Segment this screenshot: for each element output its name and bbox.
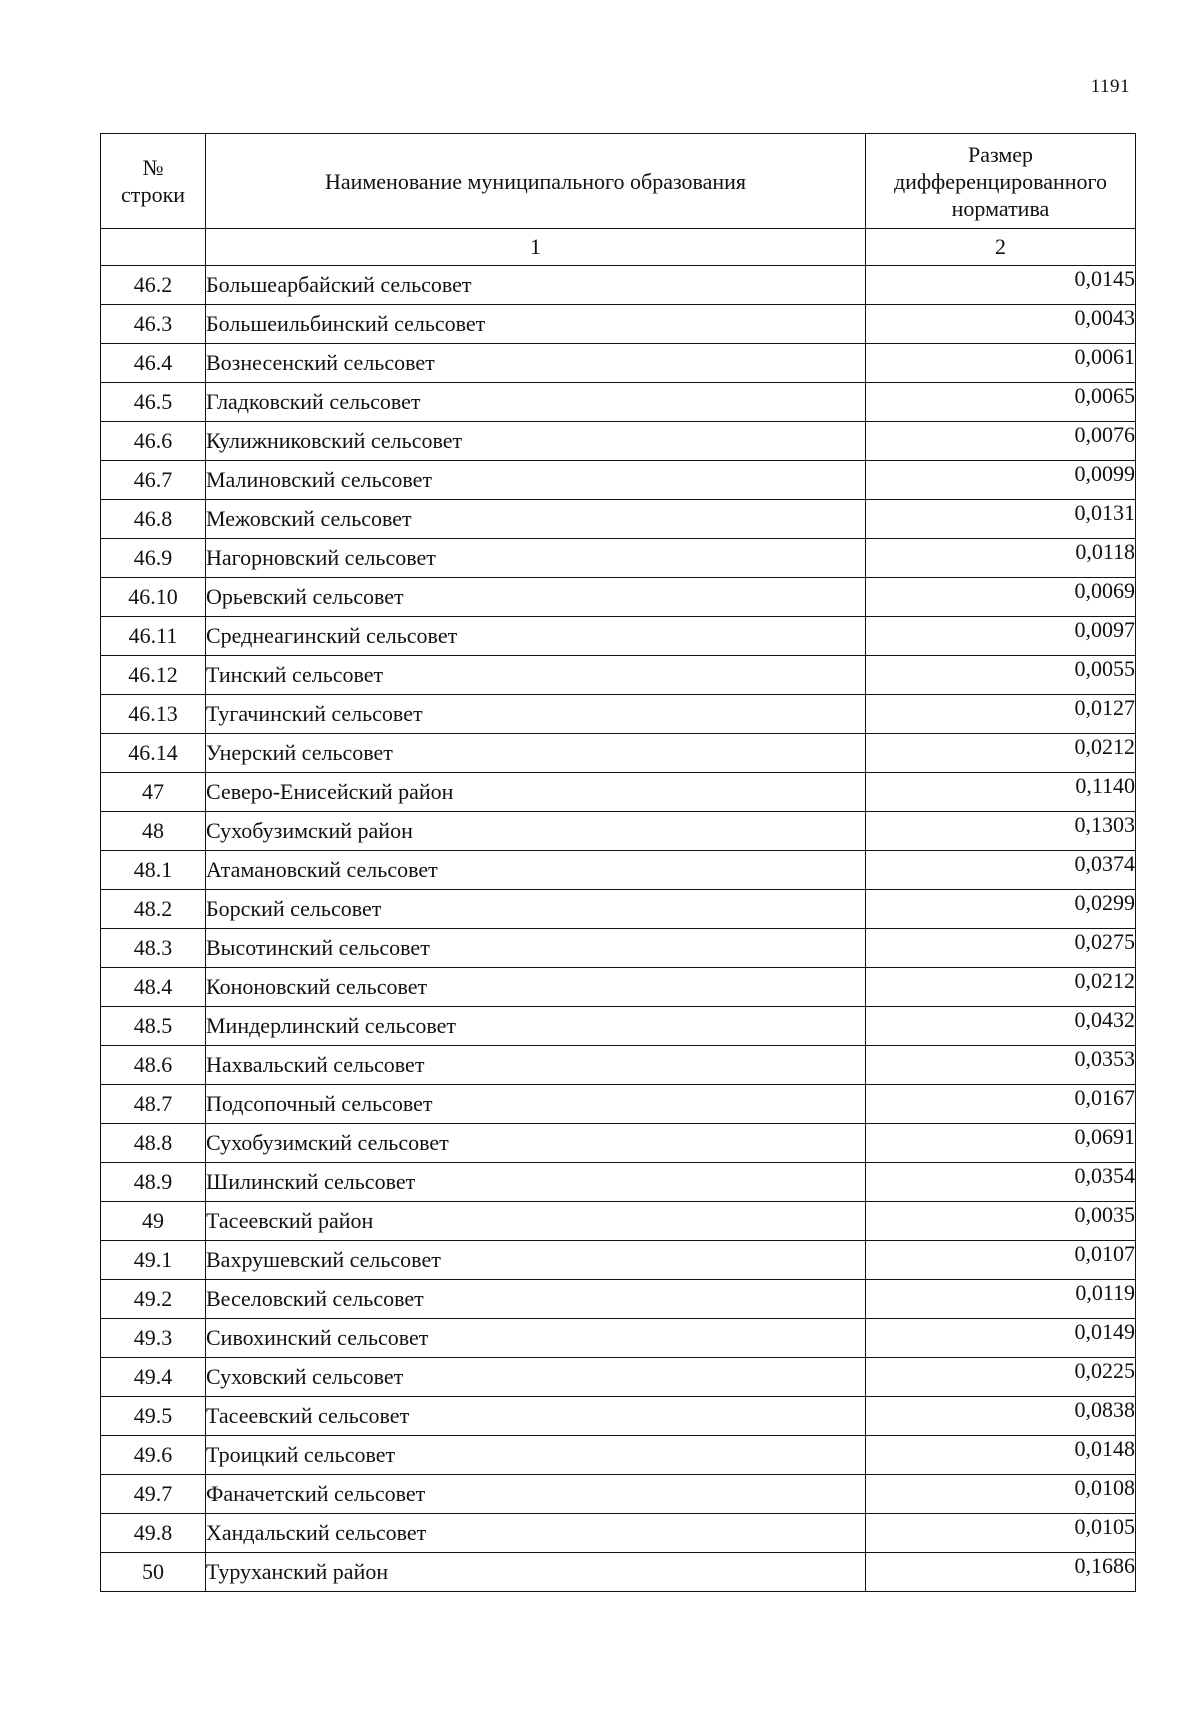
table-row (101, 890, 1136, 929)
table-row (101, 734, 1136, 773)
table-row (101, 1046, 1136, 1085)
normative-value-cell: 0,1686 (866, 1553, 1136, 1592)
table-row (101, 1436, 1136, 1475)
table-row (101, 617, 1136, 656)
municipality-name-cell: Тинский сельсовет (206, 656, 866, 695)
row-number-cell: 49.2 (101, 1280, 206, 1319)
table-row (101, 1124, 1136, 1163)
row-number-cell: 48.2 (101, 890, 206, 929)
municipality-name-cell: Атамановский сельсовет (206, 851, 866, 890)
row-number-cell: 49.8 (101, 1514, 206, 1553)
row-number-cell: 49.1 (101, 1241, 206, 1280)
normative-value-cell: 0,0118 (866, 539, 1136, 578)
normative-value-cell: 0,0212 (866, 734, 1136, 773)
municipality-name-cell: Кулижниковский сельсовет (206, 422, 866, 461)
municipality-name-cell: Унерский сельсовет (206, 734, 866, 773)
normative-value-cell: 0,0145 (866, 266, 1136, 305)
row-number-cell: 46.11 (101, 617, 206, 656)
normative-value-cell: 0,0076 (866, 422, 1136, 461)
municipality-name-cell: Фаначетский сельсовет (206, 1475, 866, 1514)
normative-value-cell: 0,0065 (866, 383, 1136, 422)
row-number-cell: 46.2 (101, 266, 206, 305)
municipality-name-cell: Туруханский район (206, 1553, 866, 1592)
header-row-number: № строки (101, 134, 206, 229)
table-row (101, 773, 1136, 812)
normative-value-cell: 0,0299 (866, 890, 1136, 929)
row-number-cell: 48.6 (101, 1046, 206, 1085)
row-number-cell: 48.5 (101, 1007, 206, 1046)
normative-value-cell: 0,0107 (866, 1241, 1136, 1280)
normative-value-cell: 0,0108 (866, 1475, 1136, 1514)
row-number-cell: 46.4 (101, 344, 206, 383)
row-number-cell: 49.3 (101, 1319, 206, 1358)
normative-value-cell: 0,0148 (866, 1436, 1136, 1475)
column-index-0 (101, 229, 206, 266)
municipality-name-cell: Орьевский сельсовет (206, 578, 866, 617)
page-number: 1191 (1090, 76, 1130, 97)
row-number-cell: 46.8 (101, 500, 206, 539)
normative-value-cell: 0,0374 (866, 851, 1136, 890)
table-row (101, 1085, 1136, 1124)
normative-value-cell: 0,0149 (866, 1319, 1136, 1358)
table-row (101, 968, 1136, 1007)
table-row (101, 656, 1136, 695)
table-row (101, 1319, 1136, 1358)
normative-value-cell: 0,0105 (866, 1514, 1136, 1553)
row-number-cell: 46.10 (101, 578, 206, 617)
municipality-name-cell: Большеильбинский сельсовет (206, 305, 866, 344)
normative-value-cell: 0,0275 (866, 929, 1136, 968)
table-row (101, 266, 1136, 305)
table-header (101, 134, 1136, 266)
table-row (101, 578, 1136, 617)
row-number-cell: 46.12 (101, 656, 206, 695)
table-row (101, 1241, 1136, 1280)
row-number-cell: 50 (101, 1553, 206, 1592)
normative-value-cell: 0,1140 (866, 773, 1136, 812)
table-body (101, 266, 1136, 1592)
normative-value-cell: 0,1303 (866, 812, 1136, 851)
municipality-name-cell: Шилинский сельсовет (206, 1163, 866, 1202)
municipality-name-cell: Межовский сельсовет (206, 500, 866, 539)
municipality-name-cell: Вознесенский сельсовет (206, 344, 866, 383)
municipality-name-cell: Сухобузимский сельсовет (206, 1124, 866, 1163)
municipality-name-cell: Хандальский сельсовет (206, 1514, 866, 1553)
row-number-cell: 49.7 (101, 1475, 206, 1514)
municipality-name-cell: Сивохинский сельсовет (206, 1319, 866, 1358)
row-number-cell: 46.6 (101, 422, 206, 461)
header-value: Размер дифференцированного норматива (866, 134, 1136, 229)
row-number-cell: 46.13 (101, 695, 206, 734)
normative-value-cell: 0,0432 (866, 1007, 1136, 1046)
normative-value-cell: 0,0035 (866, 1202, 1136, 1241)
normative-value-cell: 0,0691 (866, 1124, 1136, 1163)
table-row (101, 812, 1136, 851)
normative-value-cell: 0,0043 (866, 305, 1136, 344)
row-number-cell: 49 (101, 1202, 206, 1241)
municipality-name-cell: Веселовский сельсовет (206, 1280, 866, 1319)
table-row (101, 1163, 1136, 1202)
table-row (101, 929, 1136, 968)
row-number-cell: 46.7 (101, 461, 206, 500)
municipality-name-cell: Троицкий сельсовет (206, 1436, 866, 1475)
table-row (101, 305, 1136, 344)
municipality-name-cell: Сухобузимский район (206, 812, 866, 851)
column-index-1: 1 (206, 229, 866, 266)
normative-value-cell: 0,0097 (866, 617, 1136, 656)
normative-table (100, 133, 1136, 1592)
municipality-name-cell: Нагорновский сельсовет (206, 539, 866, 578)
row-number-cell: 48.1 (101, 851, 206, 890)
table-row (101, 1007, 1136, 1046)
municipality-name-cell: Северо-Енисейский район (206, 773, 866, 812)
table-row (101, 539, 1136, 578)
municipality-name-cell: Тасеевский сельсовет (206, 1397, 866, 1436)
normative-value-cell: 0,0055 (866, 656, 1136, 695)
normative-value-cell: 0,0127 (866, 695, 1136, 734)
normative-value-cell: 0,0354 (866, 1163, 1136, 1202)
row-number-cell: 48.8 (101, 1124, 206, 1163)
table-row (101, 1280, 1136, 1319)
table-row (101, 383, 1136, 422)
municipality-name-cell: Большеарбайский сельсовет (206, 266, 866, 305)
table-row (101, 1514, 1136, 1553)
municipality-name-cell: Среднеагинский сельсовет (206, 617, 866, 656)
normative-value-cell: 0,0061 (866, 344, 1136, 383)
normative-value-cell: 0,0225 (866, 1358, 1136, 1397)
table-row (101, 851, 1136, 890)
row-number-cell: 49.4 (101, 1358, 206, 1397)
municipality-name-cell: Нахвальский сельсовет (206, 1046, 866, 1085)
normative-value-cell: 0,0119 (866, 1280, 1136, 1319)
row-number-cell: 46.14 (101, 734, 206, 773)
table-row (101, 1475, 1136, 1514)
municipality-name-cell: Суховский сельсовет (206, 1358, 866, 1397)
municipality-name-cell: Малиновский сельсовет (206, 461, 866, 500)
normative-value-cell: 0,0131 (866, 500, 1136, 539)
municipality-name-cell: Подсопочный сельсовет (206, 1085, 866, 1124)
header-name: Наименование муниципального образования (206, 134, 866, 229)
table-row (101, 695, 1136, 734)
table-row (101, 1397, 1136, 1436)
row-number-cell: 48.3 (101, 929, 206, 968)
row-number-cell: 48.9 (101, 1163, 206, 1202)
normative-value-cell: 0,0838 (866, 1397, 1136, 1436)
row-number-cell: 46.3 (101, 305, 206, 344)
municipality-name-cell: Гладковский сельсовет (206, 383, 866, 422)
normative-value-cell: 0,0212 (866, 968, 1136, 1007)
municipality-name-cell: Высотинский сельсовет (206, 929, 866, 968)
municipality-name-cell: Кононовский сельсовет (206, 968, 866, 1007)
row-number-cell: 48 (101, 812, 206, 851)
row-number-cell: 46.5 (101, 383, 206, 422)
table-row (101, 1358, 1136, 1397)
row-number-cell: 48.4 (101, 968, 206, 1007)
table-row (101, 344, 1136, 383)
municipality-name-cell: Тасеевский район (206, 1202, 866, 1241)
table-row (101, 1202, 1136, 1241)
column-index-2: 2 (866, 229, 1136, 266)
municipality-name-cell: Миндерлинский сельсовет (206, 1007, 866, 1046)
normative-value-cell: 0,0167 (866, 1085, 1136, 1124)
table-row (101, 422, 1136, 461)
row-number-cell: 49.6 (101, 1436, 206, 1475)
row-number-cell: 49.5 (101, 1397, 206, 1436)
table-row (101, 1553, 1136, 1592)
row-number-cell: 46.9 (101, 539, 206, 578)
municipality-name-cell: Вахрушевский сельсовет (206, 1241, 866, 1280)
normative-value-cell: 0,0099 (866, 461, 1136, 500)
municipality-name-cell: Тугачинский сельсовет (206, 695, 866, 734)
municipality-name-cell: Борский сельсовет (206, 890, 866, 929)
row-number-cell: 47 (101, 773, 206, 812)
row-number-cell: 48.7 (101, 1085, 206, 1124)
normative-value-cell: 0,0069 (866, 578, 1136, 617)
normative-value-cell: 0,0353 (866, 1046, 1136, 1085)
table-row (101, 461, 1136, 500)
table-row (101, 500, 1136, 539)
